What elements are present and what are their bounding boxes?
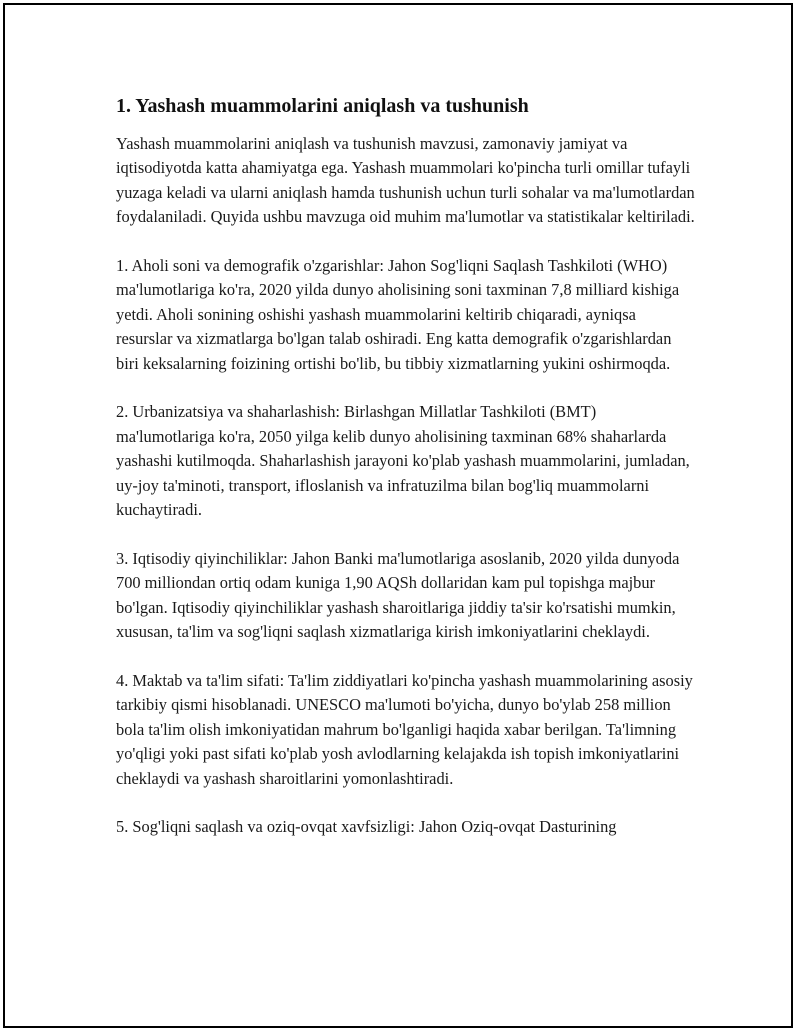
- paragraph-economy: 3. Iqtisodiy qiyinchiliklar: Jahon Banki ma'lumotlariga asoslanib, 2020 yilda dunyoda 700 milliondan ortiq odam kuniga 1,90 AQSh dollaridan kam pul topishga majbur bo'lgan. Iqtisodiy qiyinchiliklar yashash sharoitlariga jiddiy ta'sir ko'rsatishi mumkin, xususan, ta'lim va sog'liqni saqlash xizmatlariga kirish imkoniyatlarini cheklaydi.: [116, 548, 680, 642]
- section-title: 1. Yashash muammolarini aniqlash va tushunish: [116, 95, 529, 117]
- paragraph-urbanization: 2. Urbanizatsiya va shaharlashish: Birlashgan Millatlar Tashkiloti (BMT) ma'lumotlariga ko'ra, 2050 yilga kelib dunyo aholisining taxminan 68% shaharlarda yashashi kutilmoqda. Shaharlashish jarayoni ko'plab yashash muammolarini, jumladan, uy-joy ta'minoti, transport, ifloslanish va infratuzilma bilan bog'liq muammolarni kuchaytiradi.: [116, 402, 690, 520]
- paragraph-population: 1. Aholi soni va demografik o'zgarishlar: Jahon Sog'liqni Saqlash Tashkiloti (WHO) ma'lumotlariga ko'ra, 2020 yilda dunyo aholisining soni taxminan 7,8 milliard kishiga yetdi. Aholi sonining oshishi yashash muammolarini keltirib chiqaradi, ayniqsa resurslar va xizmatlarga bo'lgan talab oshiradi. Eng katta demografik o'zgarishlardan biri keksalarning foizining ortishi bo'lib, bu tibbiy xizmatlarning yukini oshirmoqda.: [116, 256, 680, 373]
- paragraph-health: 5. Sog'liqni saqlash va oziq-ovqat xavfsizligi: Jahon Oziq-ovqat Dasturining: [116, 817, 617, 837]
- document-body: [116, 92, 696, 864]
- paragraph-education: 4. Maktab va ta'lim sifati: Ta'lim ziddiyatlari ko'pincha yashash muammolarining asosiy tarkibiy qismi hisoblanadi. UNESCO ma'lumoti bo'yicha, dunyo bo'ylab 258 million bola ta'lim olish imkoniyatidan mahrum bo'lganligi haqida xabar berilgan. Ta'limning yo'qligi yoki past sifati ko'plab yosh avlodlarning kelajakda ish topish imkoniyatlarini cheklaydi va yashash sharoitlarini yomonlashtiradi.: [116, 670, 693, 788]
- intro-paragraph: Yashash muammolarini aniqlash va tushunish mavzusi, zamonaviy jamiyat va iqtisodiyotda katta ahamiyatga ega. Yashash muammolari ko'pincha turli omillar tufayli yuzaga keladi va ularni aniqlash hamda tushunish uchun turli sohalar va ma'lumotlardan foydalaniladi. Quyida ushbu mavzuga oid muhim ma'lumotlar va statistikalar keltiriladi.: [116, 134, 695, 227]
